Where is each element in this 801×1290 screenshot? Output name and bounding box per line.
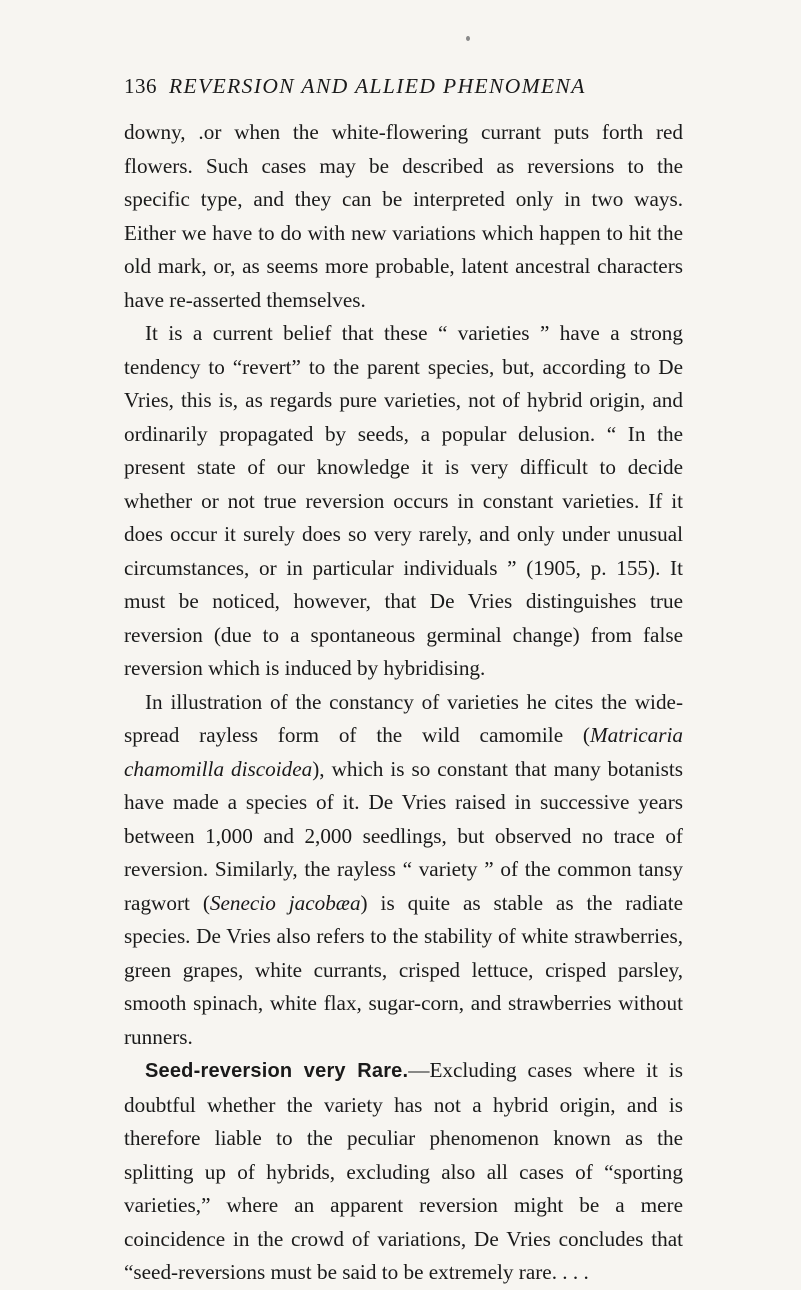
- paragraph-3-text-c: ) is quite as stable as the radiate species. De Vries also refers to the stability of white strawberries, green grapes, white currants, crisped lettuce, crisped parsley, smooth spinach, white flax, sugar-corn, and strawberries without runners.: [124, 890, 683, 1049]
- paragraph-1: downy, .or when the white-flowering currant puts forth red flowers. Such cases may be described as reversions to the specific type, and they can be interpreted only in two ways. Either we have to do with new variations which happen to hit the old mark, or, as seems more probable, latent ancestral characters have re-asserted themselves.: [124, 120, 683, 312]
- paragraph-3-text-a: In illustration of the constancy of varieties he cites the wide-spread rayless form of the wild camomile (: [124, 689, 683, 747]
- running-title: REVERSION AND ALLIED PHENOMENA: [169, 74, 586, 98]
- body-text: [124, 116, 683, 1290]
- species-name-senecio: Senecio jacobæa: [209, 890, 361, 915]
- section-sidehead: Seed-reversion very Rare.: [145, 1060, 409, 1082]
- species-name-matricaria: Matricaria chamomilla discoidea: [124, 723, 683, 781]
- print-speck: [466, 36, 470, 41]
- paragraph-4: [124, 1054, 683, 1290]
- page-number: 136: [124, 74, 157, 98]
- paragraph-2: It is a current belief that these “ varieties ” have a strong tendency to “revert” to the parent species, but, according to De Vries, this is, as regards pure varieties, not of hybrid origin, and ordinarily propagated by seeds, a popular delusion. “ In the present state of our knowledge it is very difficult to decide whether or not true reversion occurs in constant varieties. If it does occur it surely does so very rarely, and only under unusual circumstances, or in particular individuals ” (1905, p. 155). It must be noticed, however, that De Vries distinguishes true reversion (due to a spontaneous germinal change) from false reversion which is induced by hybridising.: [124, 321, 683, 680]
- paragraph-3: [124, 686, 683, 1055]
- page-header: [124, 74, 684, 106]
- paragraph-3-text-b: ), which is so constant that many botanists have made a species of it. De Vries raised in successive years between 1,000 and 2,000 seedlings, but observed no trace of reversion. Similarly, the rayless “ variety ” of the common tansy ragwort (: [124, 756, 683, 915]
- paragraph-4-text: —Excluding cases where it is doubtful whether the variety has not a hybrid origin, and is therefore liable to the peculiar phenomenon known as the splitting up of hybrids, excluding also all cases of “sporting varieties,” where an apparent reversion might be a mere coincidence in the crowd of variations, De Vries concludes that “seed-reversions must be said to be extremely rare. . . .: [124, 1058, 683, 1284]
